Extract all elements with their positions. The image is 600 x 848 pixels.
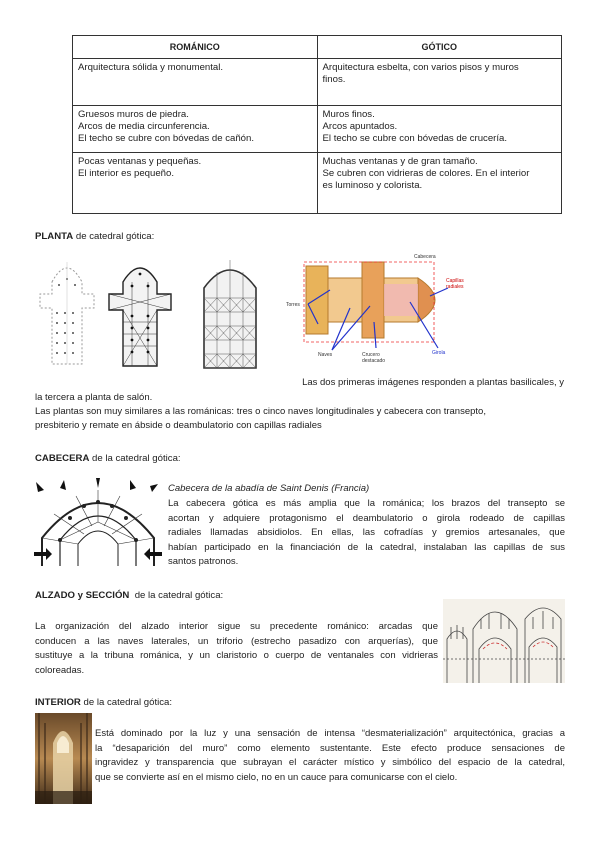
cell-line: El techo se cubre con bóvedas de cañón. xyxy=(78,133,255,144)
planta-heading-rest: de catedral gótica: xyxy=(73,231,155,242)
cell-romanico xyxy=(73,59,318,106)
alzado-paragraph xyxy=(35,620,438,678)
cell-line: El interior es pequeño. xyxy=(78,168,174,179)
interior-heading xyxy=(35,697,172,708)
floor-plan-3-image xyxy=(198,252,262,372)
cell-line: Arcos de media circunferencia. xyxy=(78,121,210,132)
cabecera-line: acortan y adquiere protagonismo el deambulatorio o girola rodeado de capillas xyxy=(168,512,565,524)
cell-line: El techo se cubre con bóvedas de crucería. xyxy=(322,133,508,144)
interior-heading-rest: de la catedral gótica: xyxy=(80,697,173,708)
interior-paragraph xyxy=(95,727,565,785)
floor-plan-1-image xyxy=(36,252,98,370)
label-crucero: Crucero destacado xyxy=(362,352,386,364)
alzado-line: coloreadas. xyxy=(35,664,85,676)
cabecera-plan-image xyxy=(34,478,162,570)
cell-romanico xyxy=(73,153,318,214)
interior-photo-image xyxy=(35,713,92,804)
interior-line: Está dominado por la luz y una sensación de intensa “desmaterialización” arquitectónica, gracias a xyxy=(95,728,565,739)
cabecera-heading-rest: de la catedral gótica: xyxy=(89,453,181,464)
table-row xyxy=(73,153,562,214)
floor-plan-drawing xyxy=(278,252,478,364)
header-romanico: ROMÁNICO xyxy=(73,36,318,59)
cell-line: Muros finos. xyxy=(322,109,375,120)
planta-heading xyxy=(35,231,154,242)
alzado-line: La organización del alzado interior sigue su precedente románico: arcadas que xyxy=(35,621,438,632)
cabecera-line: radiales llamadas absidiolos. En ellas, las cofradías y gremios artesanales, que xyxy=(168,527,565,538)
planta-text-3: Las plantas son muy similares a las románicas: tres o cinco naves longitudinales y cabecera con transepto, xyxy=(35,406,486,417)
cell-romanico xyxy=(73,106,318,153)
cell-line: finos. xyxy=(322,74,346,85)
alzado-heading xyxy=(35,590,223,601)
label-capillas: Capillas radiales xyxy=(446,278,464,290)
cell-line: Se cubren con vidrieras de colores. En el interior xyxy=(322,168,530,179)
header-gotico: GÓTICO xyxy=(317,36,562,59)
cabecera-caption: Cabecera de la abadía de Saint Denis (Francia) xyxy=(168,483,370,494)
table-header-row xyxy=(73,36,562,59)
cell-line: Arquitectura esbelta, con varios pisos y muros xyxy=(322,62,519,73)
cell-line: Pocas ventanas y pequeñas. xyxy=(78,156,202,167)
table-row xyxy=(73,59,562,106)
cabecera-heading xyxy=(35,453,181,464)
cell-gotico xyxy=(317,153,562,214)
cabecera-heading-bold: CABECERA xyxy=(35,453,90,464)
cell-line: Arquitectura sólida y monumental. xyxy=(78,62,224,73)
interior-line: que se convierte así en el mismo cielo, no en un cauce para comunicarse con el cielo. xyxy=(95,771,458,783)
planta-heading-bold: PLANTA xyxy=(35,231,74,242)
cabecera-line: habían participado en la financiación de la catedral, instalaban las capillas de sus xyxy=(168,541,565,553)
cell-gotico xyxy=(317,59,562,106)
cell-line: es luminoso y colorista. xyxy=(322,180,423,191)
label-naves: Naves xyxy=(318,352,333,358)
cell-line: Gruesos muros de piedra. xyxy=(78,109,189,120)
table-row xyxy=(73,106,562,153)
interior-line: la “desaparición del muro” como elemento sustentante. Este efecto produce sensaciones de xyxy=(95,742,565,754)
interior-heading-bold: INTERIOR xyxy=(35,697,81,708)
alzado-line: sustituye a la tribuna románica, y un claristorio o cuerpo de ventanales con vidrieras xyxy=(35,650,438,661)
interior-line: ingravidez y transparencia que subrayan el carácter místico y simbólico del espacio de la catedral, xyxy=(95,757,565,768)
label-girola: Girola xyxy=(432,350,446,356)
alzado-seccion-image xyxy=(443,599,565,683)
cell-line: Arcos apuntados. xyxy=(322,121,398,132)
planta-text-4: presbiterio y remate en ábside o deambulatorio con capillas radiales xyxy=(35,420,322,431)
label-cabecera: Cabecera xyxy=(414,254,436,260)
alzado-line: conducen a las naves laterales, un triforio (estrecho pasadizo con arquerías), que xyxy=(35,635,438,647)
cabecera-line: La cabecera gótica es más amplia que la románica; los brazos del transepto se xyxy=(168,498,565,509)
comparison-table xyxy=(72,35,562,214)
cabecera-paragraph xyxy=(168,497,565,570)
label-torres: Torres xyxy=(286,302,300,308)
planta-text-2: la tercera a planta de salón. xyxy=(35,392,153,403)
alzado-heading-rest: de la catedral gótica: xyxy=(129,590,224,601)
cabecera-line: santos patronos. xyxy=(168,556,239,567)
floor-plan-labelled-image xyxy=(278,252,478,364)
cell-gotico xyxy=(317,106,562,153)
planta-text-1: Las dos primeras imágenes responden a plantas basilicales, y xyxy=(302,377,564,388)
floor-plan-2-image xyxy=(105,252,175,370)
alzado-heading-bold: ALZADO y SECCIÓN xyxy=(35,590,130,601)
cell-line: Muchas ventanas y de gran tamaño. xyxy=(322,156,478,167)
